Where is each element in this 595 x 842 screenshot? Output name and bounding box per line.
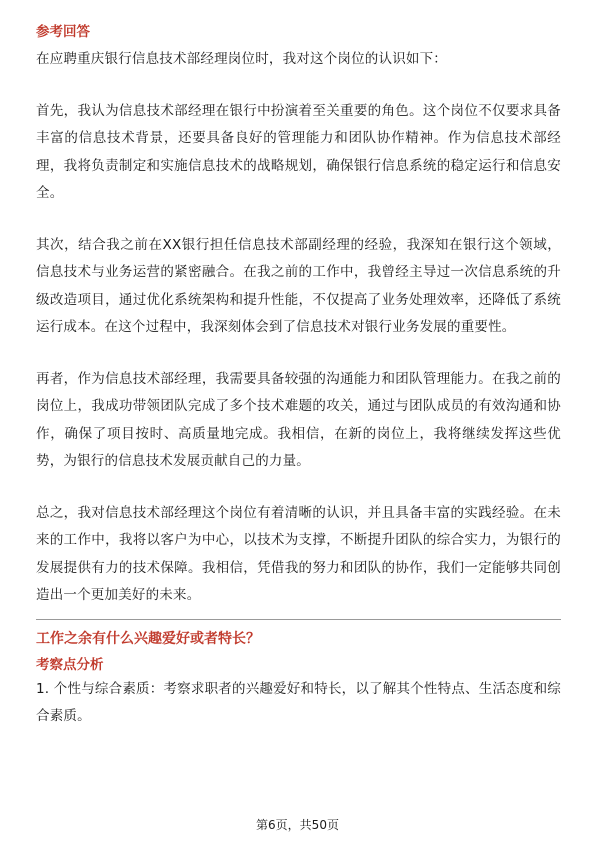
section-divider — [36, 619, 561, 620]
paragraph-second: 其次，结合我之前在XX银行担任信息技术部副经理的经验，我深知在银行这个领域，信息技术与业务运营的紧密融合。在我之前的工作中，我曾经主导过一次信息系统的升级改造项目，通过优化系统架构和提升性能，不仅提高了业务处理效率，还降低了系统运行成本。在这个过程中，我深刻体会到了信息技术对银行业务发展的重要性。 — [36, 236, 561, 335]
answer-heading: 参考回答 — [36, 24, 90, 40]
analysis-item: 1. 个性与综合素质：考察求职者的兴趣爱好和特长，以了解其个性特点、生活态度和综合素质。 — [36, 680, 561, 724]
paragraph-first: 首先，我认为信息技术部经理在银行中扮演着至关重要的角色。这个岗位不仅要求具备丰富的信息技术背景，还要具备良好的管理能力和团队协作精神。作为信息技术部经理，我将负责制定和实施信息技术的战略规划，确保银行信息系统的稳定运行和信息安全。 — [36, 102, 561, 201]
page-footer: 第6页，共50页 — [256, 818, 339, 832]
document-page — [36, 22, 561, 731]
paragraph-fourth: 总之，我对信息技术部经理这个岗位有着清晰的认识，并且具备丰富的实践经验。在未来的工作中，我将以客户为中心，以技术为支撑，不断提升团队的综合实力，为银行的发展提供有力的技术保障。我相信，凭借我的努力和团队的协作，我们一定能够共同创造出一个更加美好的未来。 — [36, 504, 561, 603]
paragraph-third: 再者，作为信息技术部经理，我需要具备较强的沟通能力和团队管理能力。在我之前的岗位上，我成功带领团队完成了多个技术难题的攻关，通过与团队成员的有效沟通和协作，确保了项目按时、高质量地完成。我相信，在新的岗位上，我将继续发挥这些优势，为银行的信息技术发展贡献自己的力量。 — [36, 370, 561, 469]
analysis-heading: 考察点分析 — [36, 656, 104, 673]
intro-paragraph: 在应聘重庆银行信息技术部经理岗位时，我对这个岗位的认识如下： — [36, 51, 447, 67]
question-heading: 工作之余有什么兴趣爱好或者特长？ — [36, 630, 260, 647]
